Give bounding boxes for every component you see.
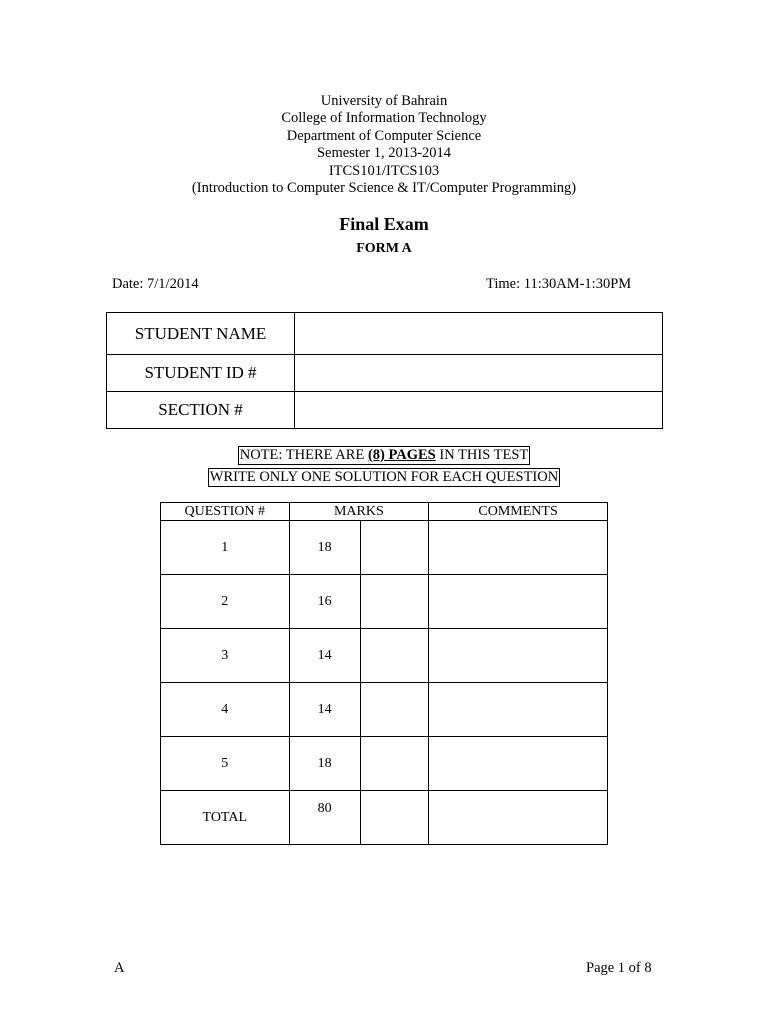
student-name-row (107, 313, 663, 355)
section-label: SECTION # (107, 392, 295, 429)
student-name-field[interactable] (295, 313, 663, 355)
marks-table-header (161, 503, 608, 521)
comments-field[interactable] (429, 575, 608, 629)
exam-notes (0, 445, 768, 489)
table-row (161, 737, 608, 791)
comments-field[interactable] (429, 737, 608, 791)
question-number: 4 (161, 683, 290, 737)
max-marks: 14 (289, 683, 360, 737)
question-number: 2 (161, 575, 290, 629)
student-id-row (107, 355, 663, 392)
note-prefix: NOTE: THERE ARE (239, 447, 368, 463)
section-row (107, 392, 663, 429)
question-number: 1 (161, 521, 290, 575)
table-row (161, 629, 608, 683)
marks-table (160, 502, 608, 845)
total-row (161, 791, 608, 845)
earned-marks-field[interactable] (360, 737, 428, 791)
course-names: (Introduction to Computer Science & IT/Computer Programming) (191, 180, 577, 197)
table-row (161, 575, 608, 629)
total-label: TOTAL (161, 791, 290, 845)
page-count-emphasis: (8) PAGES (367, 447, 436, 463)
section-field[interactable] (295, 392, 663, 429)
page-count-note (238, 446, 531, 465)
earned-marks-field[interactable] (360, 683, 428, 737)
earned-marks-field[interactable] (360, 575, 428, 629)
exam-time: Time: 11:30AM-1:30PM (486, 276, 632, 292)
table-row (161, 683, 608, 737)
university-name: University of Bahrain (320, 93, 448, 109)
total-max-marks: 80 (289, 791, 360, 845)
total-comments-field[interactable] (429, 791, 608, 845)
earned-marks-field[interactable] (360, 521, 428, 575)
student-id-field[interactable] (295, 355, 663, 392)
max-marks: 16 (289, 575, 360, 629)
comments-field[interactable] (429, 629, 608, 683)
max-marks: 14 (289, 629, 360, 683)
student-name-label: STUDENT NAME (107, 313, 295, 355)
comments-header: COMMENTS (429, 503, 608, 521)
max-marks: 18 (289, 521, 360, 575)
question-number: 5 (161, 737, 290, 791)
question-number: 3 (161, 629, 290, 683)
student-info-table (106, 312, 663, 429)
table-row (161, 521, 608, 575)
comments-field[interactable] (429, 521, 608, 575)
max-marks: 18 (289, 737, 360, 791)
course-codes: ITCS101/ITCS103 (328, 162, 440, 179)
note-suffix: IN THIS TEST (435, 447, 529, 463)
footer-form-letter: A (114, 960, 125, 976)
document-header (0, 93, 768, 197)
earned-marks-field[interactable] (360, 629, 428, 683)
marks-header: MARKS (289, 503, 429, 521)
total-earned-field[interactable] (360, 791, 428, 845)
exam-date: Date: 7/1/2014 (112, 276, 199, 292)
page-number: Page 1 of 8 (586, 960, 652, 976)
student-id-label: STUDENT ID # (107, 355, 295, 392)
exam-title: Final Exam (339, 214, 429, 234)
semester: Semester 1, 2013-2014 (316, 145, 452, 162)
question-header: QUESTION # (161, 503, 290, 521)
college-name: College of Information Technology (281, 110, 487, 127)
department-name: Department of Computer Science (286, 127, 482, 144)
exam-form: FORM A (356, 241, 412, 256)
solution-note: WRITE ONLY ONE SOLUTION FOR EACH QUESTION (209, 469, 559, 485)
comments-field[interactable] (429, 683, 608, 737)
